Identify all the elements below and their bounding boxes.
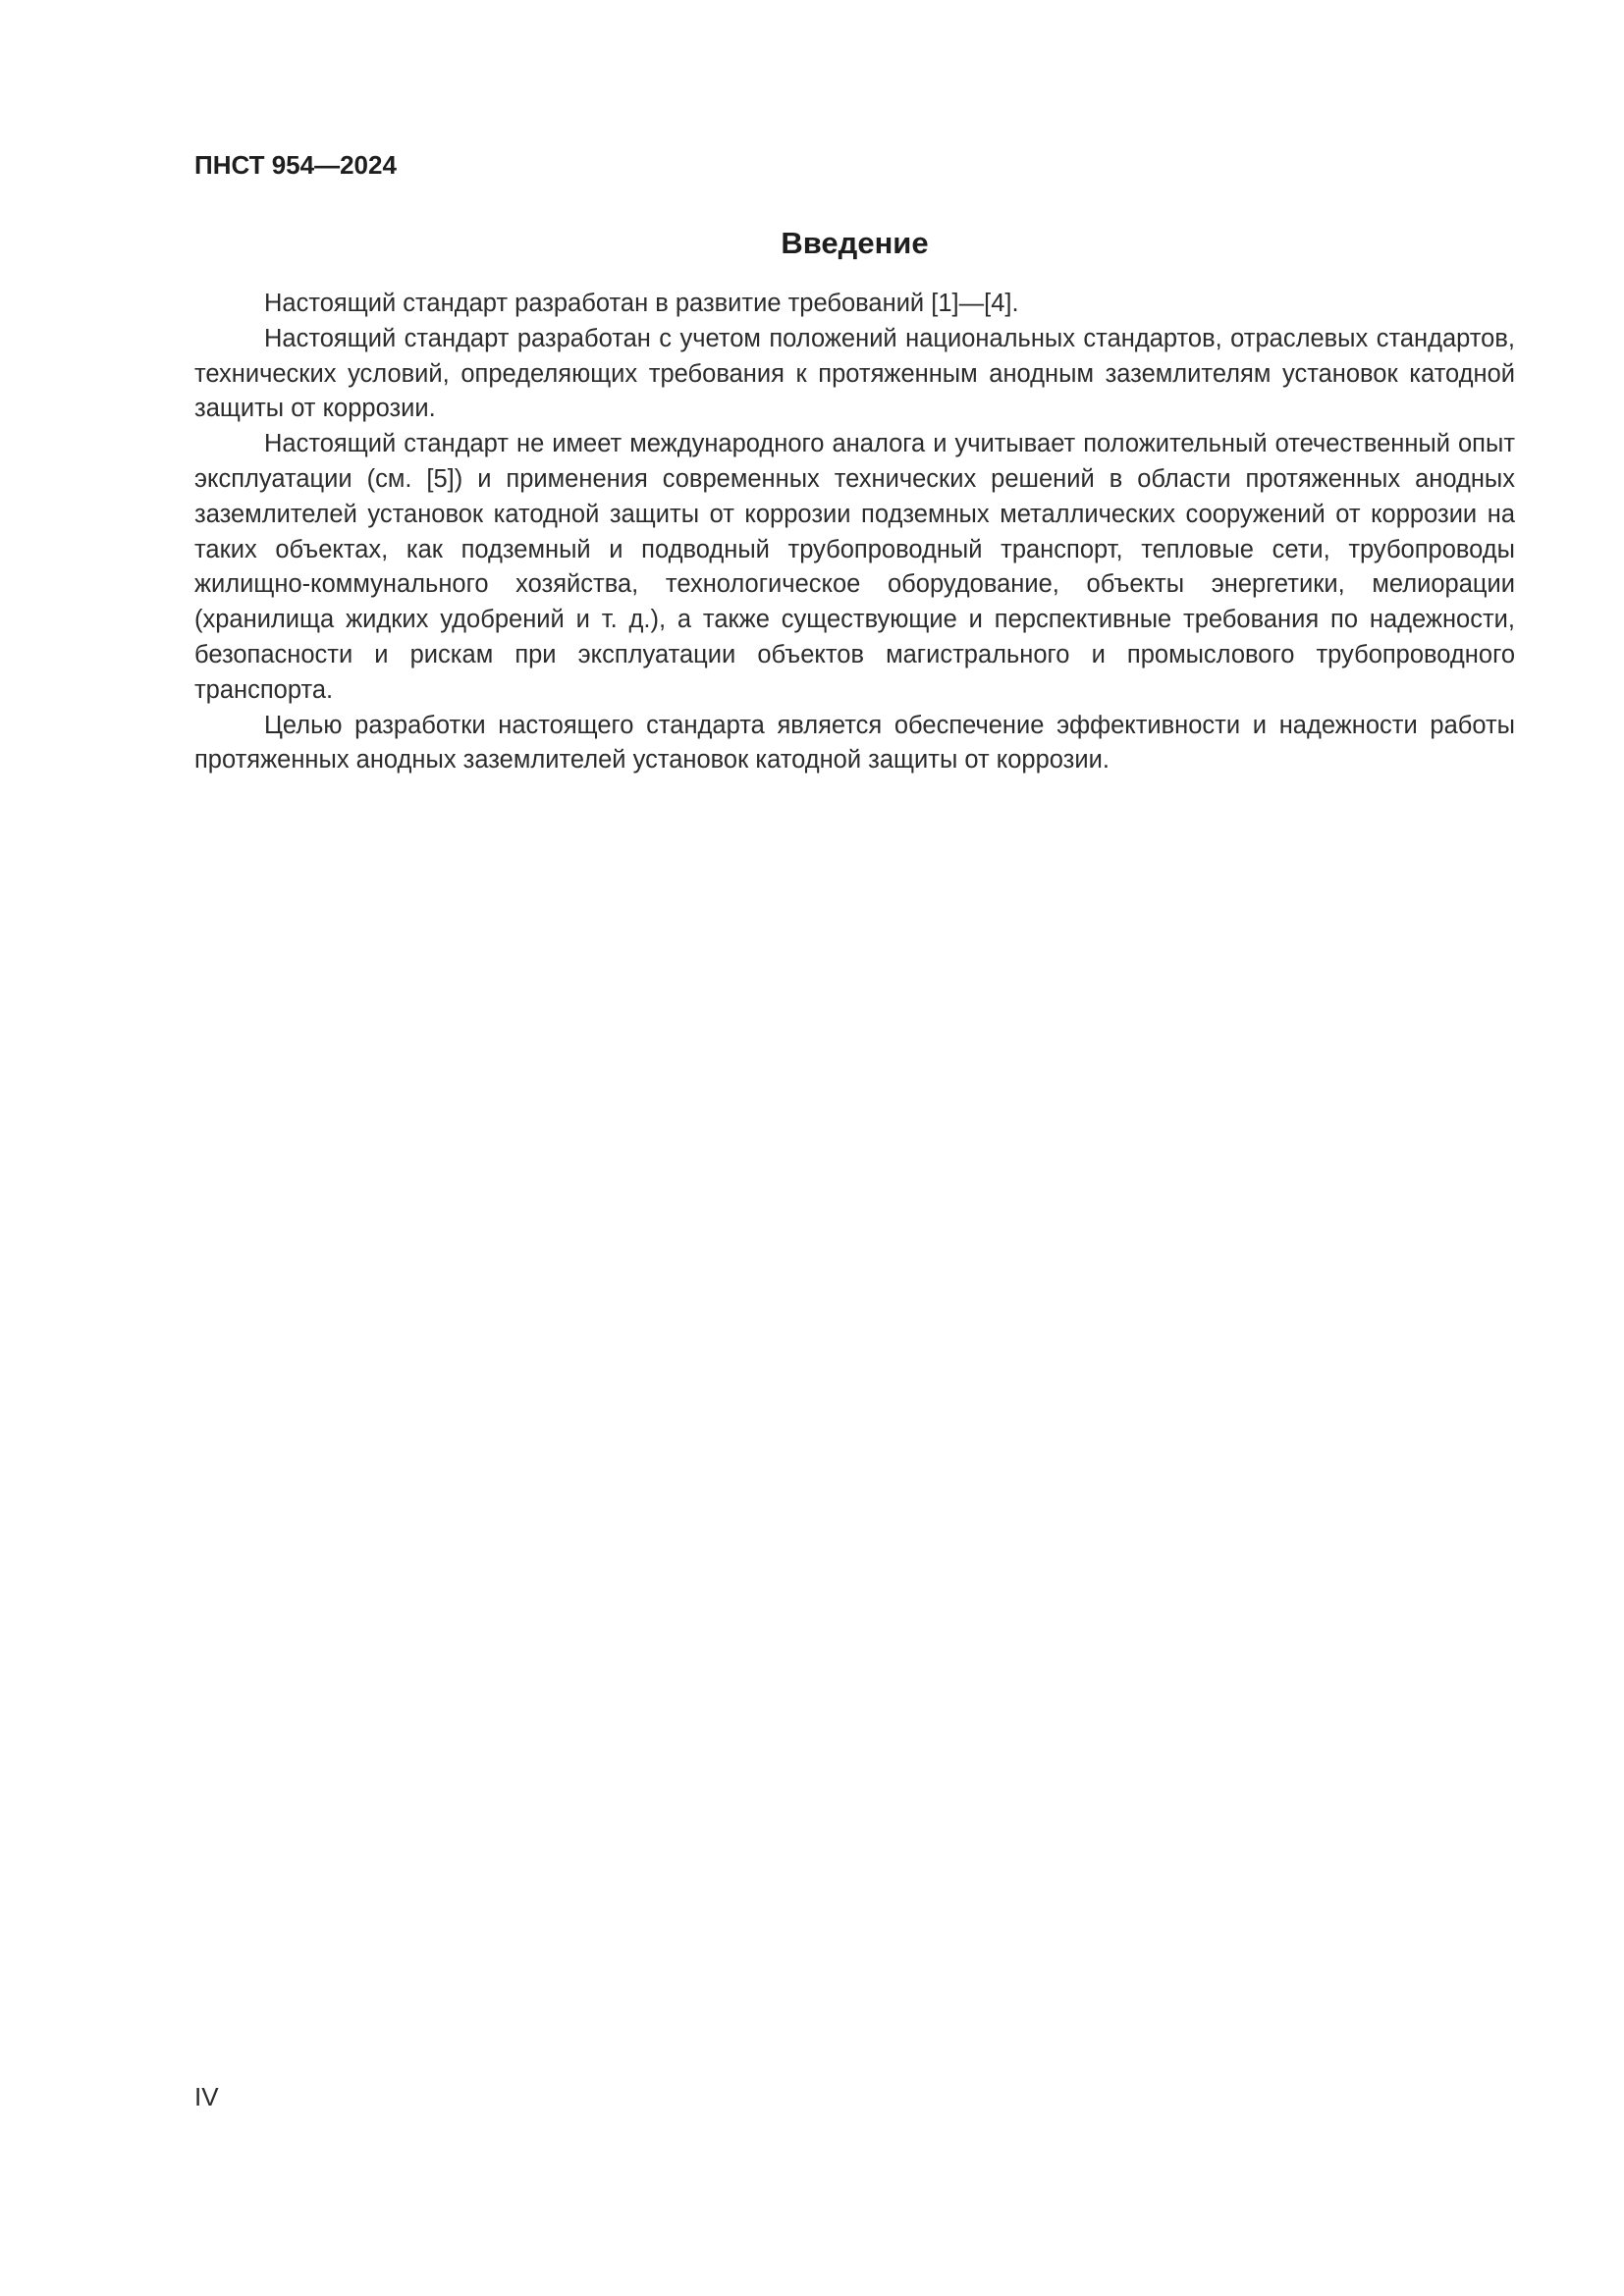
paragraph-2: Настоящий стандарт разработан с учетом положений национальных стандартов, отраслевых стандартов, технических условий, определяющих требования к протяженным анодным заземлителям установок катодной защиты от коррозии.	[194, 324, 1515, 423]
page-number: IV	[194, 2082, 219, 2111]
section-title: Введение	[781, 226, 929, 260]
paragraph-4: Целью разработки настоящего стандарта является обеспечение эффективности и надежности работы протяженных анодных заземлителей установок катодной защиты от коррозии.	[194, 711, 1515, 774]
document-designation: ПНСТ 954—2024	[194, 150, 397, 180]
paragraph-1: Настоящий стандарт разработан в развитие требований [1]—[4].	[264, 290, 1019, 317]
paragraph-3: Настоящий стандарт не имеет международного аналога и учитывает положительный отечественный опыт эксплуатации (см. [5]) и применения современных технических решений в области протяженных анодных заземлителей установок катодной защиты от коррозии подземных металлических сооружений от коррозии на таких объектах, как подземный и подводный трубопроводный транспорт, тепловые сети, трубопроводы жилищно-коммунального хозяйства, технологическое оборудование, объекты энергетики, мелиорации (хранилища жидких удобрений и т. д.), а также существующие и перспективные требования по надежности, безопасности и рискам при эксплуатации объектов магистрального и промыслового трубопроводного транспорта.	[194, 430, 1515, 704]
introduction-body	[194, 287, 1515, 778]
